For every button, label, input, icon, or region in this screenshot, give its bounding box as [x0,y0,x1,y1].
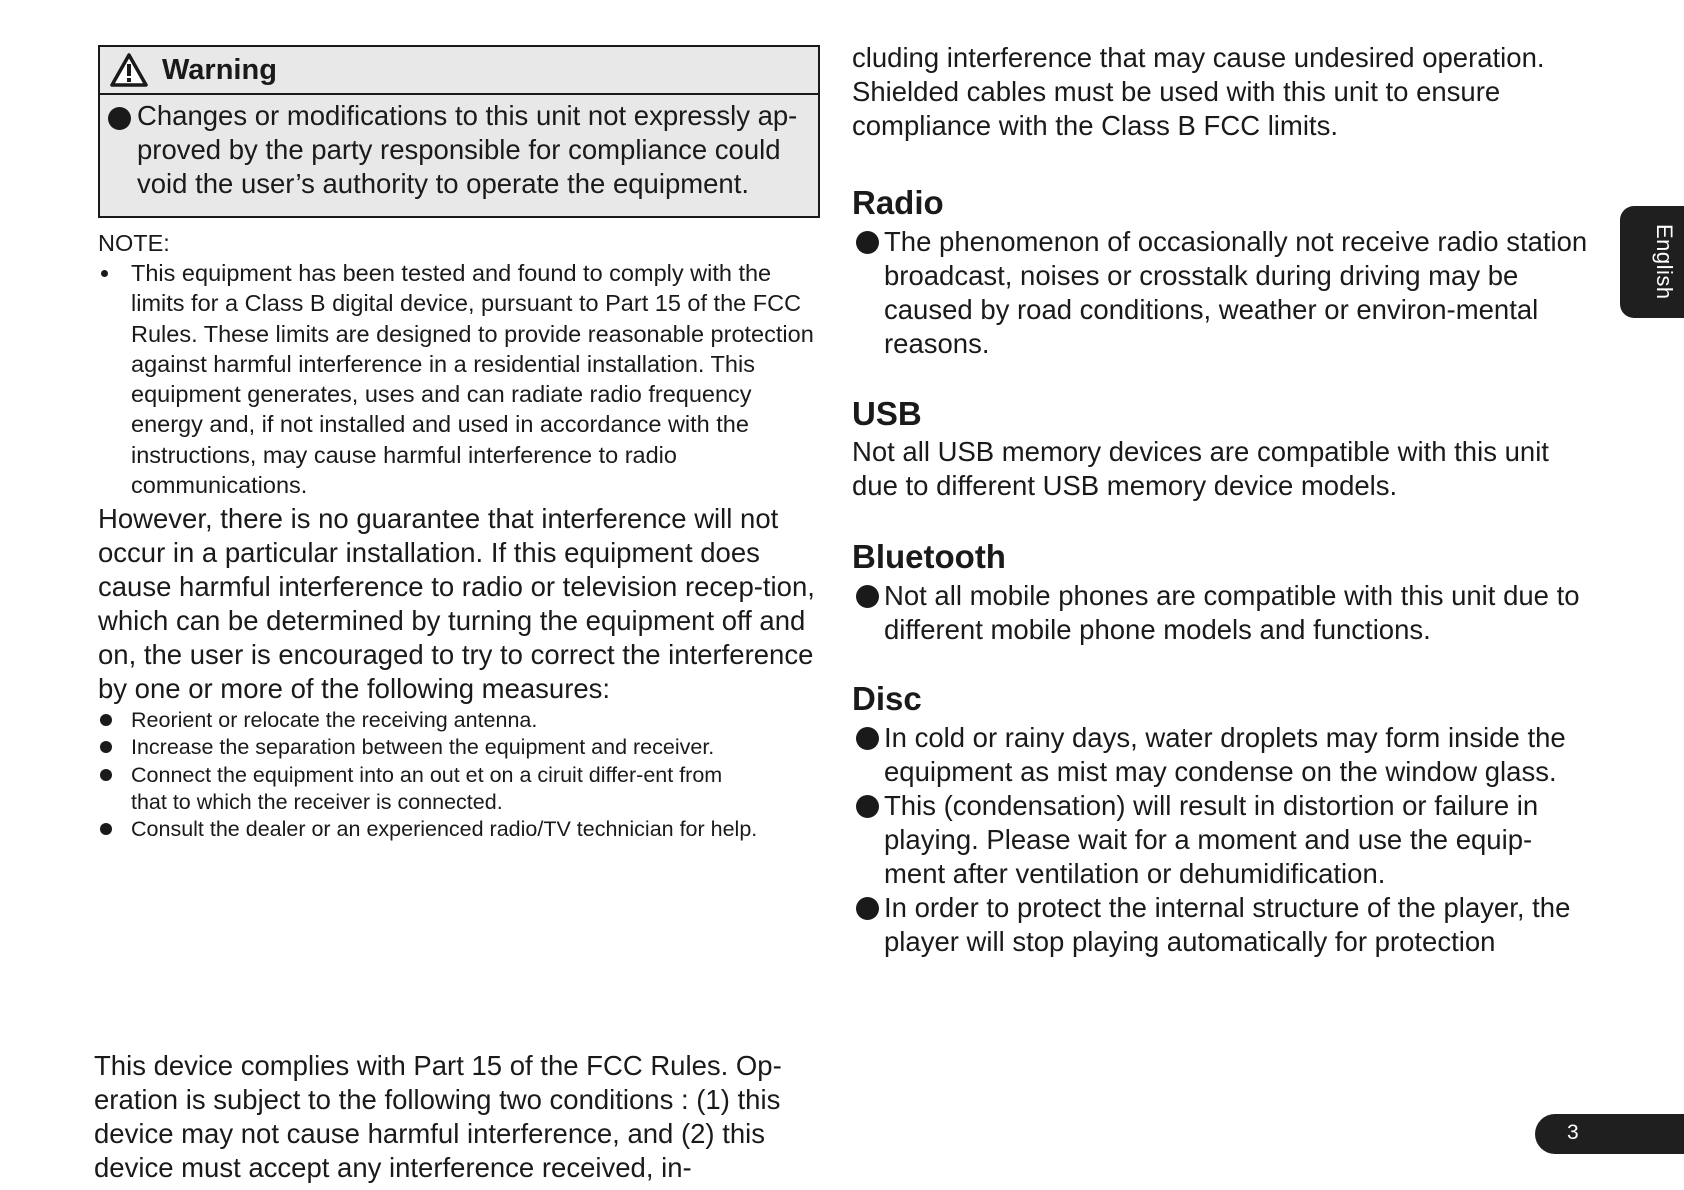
warning-title: Warning [162,53,277,86]
warning-text: Changes or modifications to this unit not expressly ap-proved by the party responsible for compliance could void the user’s authority to operate the equipment. [137,100,798,199]
radio-list [852,225,1592,361]
measure-item [98,816,838,843]
bullet-icon [856,231,879,254]
disc-heading: Disc [852,680,922,717]
bullet-icon [108,107,131,130]
warning-item [100,95,818,201]
disc-item [852,721,1592,789]
bluetooth-item-text: Not all mobile phones are compatible with this unit due to different mobile phone models and functions. [884,580,1580,645]
disc-item [852,891,1592,959]
note-item [98,258,828,500]
page-number: 3 [1567,1121,1579,1144]
radio-item [852,225,1592,361]
usb-heading: USB [852,395,922,432]
bullet-icon [101,270,108,277]
measure-item [98,707,838,734]
note-label: NOTE: [98,230,170,256]
disc-item-text: In cold or rainy days, water droplets may form inside the equipment as mist may condense on the window glass. [884,722,1566,787]
bullet-icon [856,727,879,750]
radio-heading: Radio [852,184,944,221]
disc-item-text: This (condensation) will result in distortion or failure in playing. Please wait for a moment and use the equip-ment after ventilation or dehumidification. [884,790,1539,889]
measure-item [98,762,731,817]
bluetooth-item [852,579,1592,647]
bullet-icon [856,897,879,920]
usb-text: Not all USB memory devices are compatible with this unit due to different USB memory device models. [852,436,1549,501]
bullet-icon [856,585,879,608]
language-tab [1620,206,1684,318]
measure-text: Connect the equipment into an out et on a ciruit differ-ent from that to which the receiver is connected. [131,762,723,814]
note-list [98,258,828,500]
disc-item-text: In order to protect the internal structure of the player, the player will stop playing automatically for protection [884,892,1571,957]
bluetooth-list [852,579,1592,647]
disc-item [852,789,1592,891]
continued-paragraph: cluding interference that may cause undesired operation. Shielded cables must be used with this unit to ensure compliance with the Class B FCC limits. [852,42,1545,141]
bullet-icon [100,823,112,835]
measure-text: Reorient or relocate the receiving antenna. [131,708,538,732]
language-tab-label: English [1652,224,1677,300]
warning-box [98,45,820,218]
note-item-text: This equipment has been tested and found to comply with the limits for a Class B digital device, pursuant to Part 15 of the FCC Rules. These limits are designed to provide reasonable protection against harmful interference in a residential installation. This equipment generates, uses and can radiate radio frequency energy and, if not installed and used in accordance with the instructions, may cause harmful interference to radio communications. [131,260,814,499]
warning-header [100,47,818,95]
bullet-icon [100,714,112,726]
radio-item-text: The phenomenon of occasionally not receive radio station broadcast, noises or crosstalk during driving may be caused by road conditions, weather or environ-mental reasons. [884,226,1588,359]
measure-text: Increase the separation between the equipment and receiver. [131,735,715,760]
however-paragraph: However, there is no guarantee that interference will not occur in a particular installation. If this equipment does cause harmful interference to radio or television recep-tion, which can be determined by turning the equipment off and on, the user is encouraged to try to correct the interference by one or more of the following measures: [98,503,815,704]
measure-text: Consult the dealer or an experienced radio/TV technician for help. [131,817,758,842]
device-compliance-paragraph: This device complies with Part 15 of the FCC Rules. Op-eration is subject to the following two conditions : (1) this device may not cause harmful interference, and (2) this device must accept any interference received, in- [94,1050,782,1183]
warning-triangle-icon [110,53,148,87]
bullet-icon [856,795,879,818]
bullet-icon [100,769,112,781]
page-number-tab [1535,1114,1684,1154]
measures-list [98,707,838,843]
disc-list [852,721,1592,959]
bluetooth-heading: Bluetooth [852,538,1006,575]
measure-item [98,734,838,761]
bullet-icon [100,741,112,753]
